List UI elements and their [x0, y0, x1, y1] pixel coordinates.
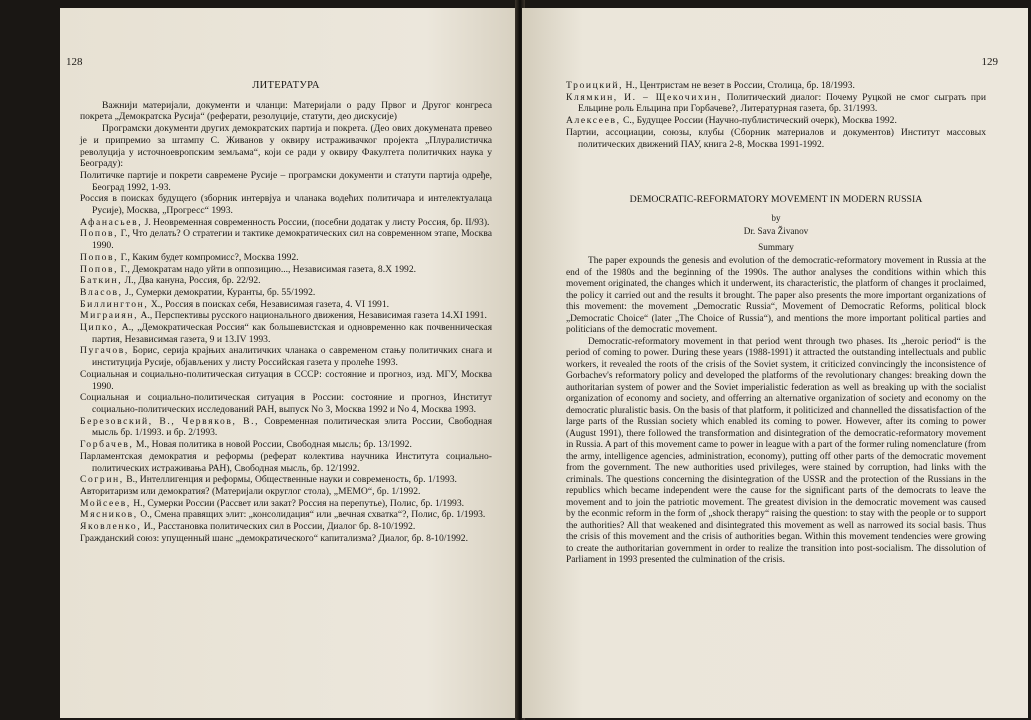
intro-paragraph: Важнији материјали, документи и чланци: Материјали о раду Првог и Другог конгреса покрета „Демократска Русија“ (реферати, резолуције, статути, део дискусије) [80, 99, 492, 123]
article-author: Dr. Sava Živanov [743, 226, 809, 236]
reference-text: А., „Демократическая Россия“ как большевистская и одновременно как почвенническая партия, Независимая газета, 9 и 13.IV 1993. [92, 322, 492, 345]
reference-entry [80, 392, 492, 415]
reference-author: Алексеев, [566, 115, 621, 127]
reference-text: J., Сумерки демократии, Куранты, бр. 55/1992. [125, 286, 316, 298]
page-number-left: 128 [66, 56, 83, 68]
reference-entry [566, 115, 986, 127]
reference-entry [80, 451, 492, 474]
reference-author: Афанасьев, [80, 216, 143, 228]
intro-paragraph: Програмски документи других демократских партија и покрета. (Део ових докумената превео је и припремио за штампу С. Живанов у оквиру истраживачког пројекта „Плуралистичка револуција у источноевропским земљама“, који се ради у оквиру Факултета политичких наука у Београду): [80, 123, 492, 170]
left-page [60, 8, 518, 718]
reference-text: J. Неовременная современность России, (посебни додатак у листу Россия, бр. II/93). [144, 216, 490, 228]
reference-entry [80, 369, 492, 392]
reference-entry [80, 345, 492, 368]
reference-author: Яковленко, [80, 521, 142, 533]
reference-author: Миграиян, [80, 310, 139, 322]
reference-text: М., Новая политика в новой России, Свободная мысль; бр. 13/1992. [135, 439, 412, 451]
reference-text: Современная политическая элита России, Свободная мысль бр. 1/1993. и бр. 2/1993. [92, 415, 492, 439]
reference-text: Политический диалог: Почему Руцкой не смог сыграть при Ельцине роль Ельцина при Горбачеве?, Литературная газета, бр. 31/1993. [578, 91, 986, 115]
reference-author: Троицкий, [566, 80, 624, 91]
reference-text: Россия в поисках будущего (зборник интервјуа и чланака водећих политичара и интелектуалаца Русије), Москва, „Прогресс“ 1993. [80, 193, 492, 217]
reference-entry [566, 92, 986, 115]
reference-author: Мойсеев, [80, 497, 131, 509]
reference-author: Биллингтон, [80, 298, 149, 310]
reference-author: Власов, [80, 286, 123, 298]
reference-text: А., Перспективы русского национального движения, Независимая газета 14.XI 1991. [140, 310, 487, 322]
reference-entry [80, 474, 492, 486]
reference-text: Н., Сумерки России (Рассвет или закат? Россия на перепутье), Полис, бр. 1/1993. [133, 497, 465, 509]
reference-author: Березовский, В., Червяков, В., [80, 415, 260, 427]
reference-author: Попов, [80, 263, 119, 275]
reference-author: Баткин, [80, 275, 123, 287]
reference-entry [80, 322, 492, 345]
reference-entry [80, 252, 492, 264]
reference-entry [80, 228, 492, 251]
reference-entry [80, 193, 492, 216]
reference-author: Пугачов, [80, 345, 129, 357]
reference-text: Парламентская демократия и реформы (реферат колектива научника Института социально-политических истраживања РАН), Свободная мысль, бр. 12/1992. [80, 450, 492, 474]
reference-author: Горбачев, [80, 439, 134, 451]
reference-entry [80, 416, 492, 439]
summary-label: Summary [758, 241, 794, 252]
reference-author: Клямкин, И. – Щекочихин, [566, 91, 722, 103]
reference-text: Г., Демократам надо уйти в оппозицию..., Независимая газета, 8.X 1992. [120, 263, 417, 275]
reference-text: X., Россия в поисках себя, Независимая газета, 4. VI 1991. [150, 298, 390, 310]
article-title: DEMOCRATIC-REFORMATORY MOVEMENT IN MODERN RUSSIA [629, 194, 923, 205]
reference-text: Авторитаризм или демократия? (Материјали округлог стола), „МЕМО“, бр. 1/1992. [80, 485, 421, 497]
reference-author: Ципко, [80, 322, 119, 334]
bibliography-heading: ЛИТЕРАТУРА [252, 80, 320, 91]
reference-author: Мясников, [80, 509, 138, 521]
reference-entry [80, 498, 492, 510]
reference-entry [80, 170, 492, 193]
article-by: by [771, 212, 781, 223]
reference-entry [80, 521, 492, 533]
reference-author: Попов, [80, 251, 119, 263]
reference-author: Попов, [80, 228, 119, 240]
reference-entry [80, 486, 492, 498]
reference-entry [80, 509, 492, 521]
reference-text: Л., Два кануна, Россия, бр. 22/92. [124, 275, 261, 287]
reference-text: Г., Что делать? О стратегии и тактике демократических сил на современном этапе, Москва 1990. [92, 228, 492, 252]
reference-text: С., Будущее России (Научно-публистический очерк), Москва 1992. [623, 115, 897, 127]
summary-article [566, 194, 986, 567]
reference-entry [80, 217, 492, 229]
reference-entry [566, 80, 986, 92]
reference-text: Борис, серија крајњих аналитичких чланака о савременом стању политичких снага и институција Русије, објављених у листу Российская газета у пролеће 1993. [92, 345, 492, 369]
reference-entry [80, 299, 492, 311]
reference-text: Н., Центристам не везет в России, Столица, бр. 18/1993. [625, 80, 855, 91]
reference-text: Социальная и социально-политическая ситуация в России: состояние и прогноз, Институт социально-политических исследований РАН, выпуск No 3, Москва 1992 и No 4, Москва 1993. [80, 392, 492, 415]
page-number-right: 129 [981, 56, 998, 68]
reference-entry [80, 287, 492, 299]
reference-text: Партии, ассоциации, союзы, клубы (Сборник материалов и документов) Институт массовых политических движений ПАУ, книга 2-8, Москва 1991-1992. [566, 126, 986, 150]
reference-entry [80, 264, 492, 276]
reference-text: О., Смена правящих элит: „консолидация“ или „вечная схватка“?, Полис, бр. 1/1993. [140, 509, 486, 521]
reference-text: Гражданский союз: упущенный шанс „демократического“ капитализма? Диалог, бр. 8-10/1992. [80, 532, 469, 544]
left-reference-list [80, 170, 492, 545]
reference-entry [80, 439, 492, 451]
left-column [80, 80, 492, 544]
right-reference-list [566, 80, 986, 150]
summary-paragraph: The paper expounds the genesis and evolution of the democratic-reformatory movement in Russia at the end of the 1980s and the beginning of the 1990s. The author analyses the conditions within which this movement originated, the changes which it underwent, its characteristic, the platform of changes it proclaimed, the policy it carried out and the results it brought. The paper also presents the more important organizations of this movement: the movement „Democratic Russia“, Movement of Democratic Reforms, political block „Democratic Choice“ (later „The Choice of Russia“), and mentions the more important political parties and politicians of the democratic movement. [566, 256, 986, 335]
reference-text: Политичке партије и покрети савремене Русије – програмски документи и статути партија одређе, Београд 1992, 1-93. [80, 169, 492, 193]
reference-author: Согрин, [80, 474, 124, 486]
reference-entry [80, 310, 492, 322]
summary-paragraph: Democratic-reformatory movement in that period went through two phases. Its „heroic period“ is the period of coming to power. During these years (1988-1991) it attracted the outstanding intellectuals and public workers, it revealed the roots of the crisis of the Soviet system, it criticized convincingly the inconsistence of Gorbachev's reformatory policy and developed the platforms of the revolutionary changes: breaking down the authoritarian system of power and the Soviet imperialistic federation as well as breaking up with the socialist organization of economy and society, and offerring an alternative organization of society and economy on the democratic pluralistic basis. On the basis of that platform, it politicized and channelled the dissatisfaction of the large parts of the Russian society which enabled its coming to power. However, after its coming to power (August 1991), there followed the transformation and disintegration of the democratic-reformatory movement in Russia. A part of this movement came to power in league with a part of the former ruling nomenclature (from the army, intelligence agencies, administration, economy), putting off other parts of the democratic movement from the government. The new authorities used privileges, were stained by corruption, had links with the criminals. The questions concerning the disintegration of the USSR and the protection of the Russians in the republics which became independent were the cause for the significant parts of the democrats to leave the movement and to join the patriotic movement. The greatest division in the democratic movement was caused by the econmic reform in the form of „shock therapy“ raising the question: to stay with the people or to support the authorities? All that weakened and disintegrated this movement as well as narrowed its social basis. Thus the crisis of this movement and the crisis of authorities began. Within this movement tendencies were growing to create the authoritarian government in order to realize the transition into post-socialism. The dissolution of Parliament in 1993 presented the culmination of the crisis. [566, 336, 986, 565]
right-page [522, 8, 1028, 718]
reference-text: В., Интеллигенция и реформы, Общественные науки и современость, бр. 1/1993. [126, 474, 457, 486]
reference-text: Социальная и социально-политическая ситуация в СССР: состояние и прогноз, изд. МГУ, Москва 1990. [80, 368, 492, 392]
reference-entry [80, 533, 492, 545]
reference-text: Г., Каким будет компромисс?, Москва 1992. [120, 251, 299, 263]
reference-entry [566, 127, 986, 150]
reference-text: И., Расстановка политических сил в России, Диалог бр. 8-10/1992. [143, 521, 416, 533]
reference-entry [80, 275, 492, 287]
